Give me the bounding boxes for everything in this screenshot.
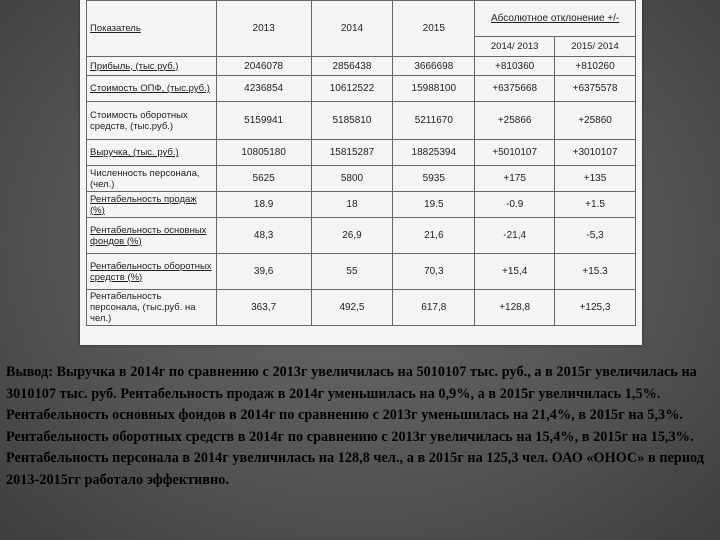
cell-delta-2: +125,3 (555, 290, 636, 326)
cell-2013: 39,6 (216, 254, 311, 290)
cell-delta-1: +810360 (475, 57, 555, 76)
cell-2015: 3666698 (393, 57, 475, 76)
header-abs-2014-2013: 2014/ 2013 (475, 37, 555, 57)
cell-2013: 363,7 (216, 290, 311, 326)
cell-2015: 15988100 (393, 76, 475, 102)
table-row (87, 218, 636, 254)
cell-delta-1: +175 (475, 166, 555, 192)
cell-delta-1: +128,8 (475, 290, 555, 326)
table-row (87, 166, 636, 192)
cell-2015: 19.5 (393, 192, 475, 218)
cell-2015: 21,6 (393, 218, 475, 254)
header-abs-change: Абсолютное отклонение +/- (475, 1, 636, 37)
cell-2014: 15815287 (311, 140, 393, 166)
row-label: Стоимость оборотных средств, (тыс.руб.) (87, 102, 217, 140)
cell-2015: 5935 (393, 166, 475, 192)
row-label: Численность персонала, (чел.) (87, 166, 217, 192)
cell-2014: 5185810 (311, 102, 393, 140)
row-label: Прибыль, (тыс руб.) (87, 57, 217, 76)
cell-2014: 18 (311, 192, 393, 218)
cell-2014: 492,5 (311, 290, 393, 326)
cell-2015: 617,8 (393, 290, 475, 326)
scanned-table-document (80, 0, 642, 345)
cell-2014: 10612522 (311, 76, 393, 102)
cell-delta-2: +6375578 (555, 76, 636, 102)
cell-delta-1: +5010107 (475, 140, 555, 166)
cell-delta-2: +135 (555, 166, 636, 192)
cell-2015: 70,3 (393, 254, 475, 290)
header-year-2014: 2014 (311, 1, 393, 57)
cell-delta-2: +1.5 (555, 192, 636, 218)
table-row (87, 254, 636, 290)
cell-delta-1: +6375668 (475, 76, 555, 102)
cell-delta-2: +810260 (555, 57, 636, 76)
row-label: Рентабельность основных фондов (%) (87, 218, 217, 254)
cell-delta-1: -0.9 (475, 192, 555, 218)
table-row (87, 57, 636, 76)
row-label: Выручка, (тыс. руб.) (87, 140, 217, 166)
header-abs-2015-2014: 2015/ 2014 (555, 37, 636, 57)
row-label: Рентабельность персонала, (тыс.руб. на чел.) (87, 290, 217, 326)
cell-2014: 5800 (311, 166, 393, 192)
table-row (87, 76, 636, 102)
cell-2013: 5159941 (216, 102, 311, 140)
cell-2013: 48,3 (216, 218, 311, 254)
cell-2013: 5625 (216, 166, 311, 192)
row-label: Рентабельность оборотных средств (%) (87, 254, 217, 290)
cell-delta-1: +25866 (475, 102, 555, 140)
row-label: Рентабельность продаж (%) (87, 192, 217, 218)
cell-2014: 55 (311, 254, 393, 290)
cell-2014: 2856438 (311, 57, 393, 76)
indicators-table (86, 0, 636, 326)
header-year-2013: 2013 (216, 1, 311, 57)
table-row (87, 290, 636, 326)
conclusion-text: Вывод: Выручка в 2014г по сравнению с 2013г увеличилась на 5010107 тыс. руб., а в 2015г увеличилась на 3010107 тыс. руб. Рентабельность продаж в 2014г уменьшилась на 0,9%, а в 2015г увеличилась 1,5%. Рентабельность основных фондов в 2014г по сравнению с 2013г уменьшилась на 21,4%, в 2015г на 5,3%. Рентабельность оборотных средств в 2014г по сравнению с 2013г увеличилась на 15,4%, в 2015г на 15,3%. Рентабельность персонала в 2014г увеличилась на 128,8 чел., а в 2015г на 125,3 чел. ОАО «ОНОС» в период 2013-2015гг работало эффективно. (6, 364, 705, 488)
table-row (87, 102, 636, 140)
cell-delta-1: +15,4 (475, 254, 555, 290)
cell-2015: 18825394 (393, 140, 475, 166)
cell-delta-2: -5,3 (555, 218, 636, 254)
table-row (87, 140, 636, 166)
cell-2014: 26,9 (311, 218, 393, 254)
cell-2013: 4236854 (216, 76, 311, 102)
table-row (87, 192, 636, 218)
cell-delta-1: -21,4 (475, 218, 555, 254)
cell-delta-2: +3010107 (555, 140, 636, 166)
cell-delta-2: +15.3 (555, 254, 636, 290)
header-indicator: Показатель (87, 1, 217, 57)
row-label: Стоимость ОПФ, (тыс.руб.) (87, 76, 217, 102)
header-year-2015: 2015 (393, 1, 475, 57)
cell-2015: 5211670 (393, 102, 475, 140)
cell-2013: 2046078 (216, 57, 311, 76)
cell-2013: 18.9 (216, 192, 311, 218)
cell-2013: 10805180 (216, 140, 311, 166)
cell-delta-2: +25860 (555, 102, 636, 140)
